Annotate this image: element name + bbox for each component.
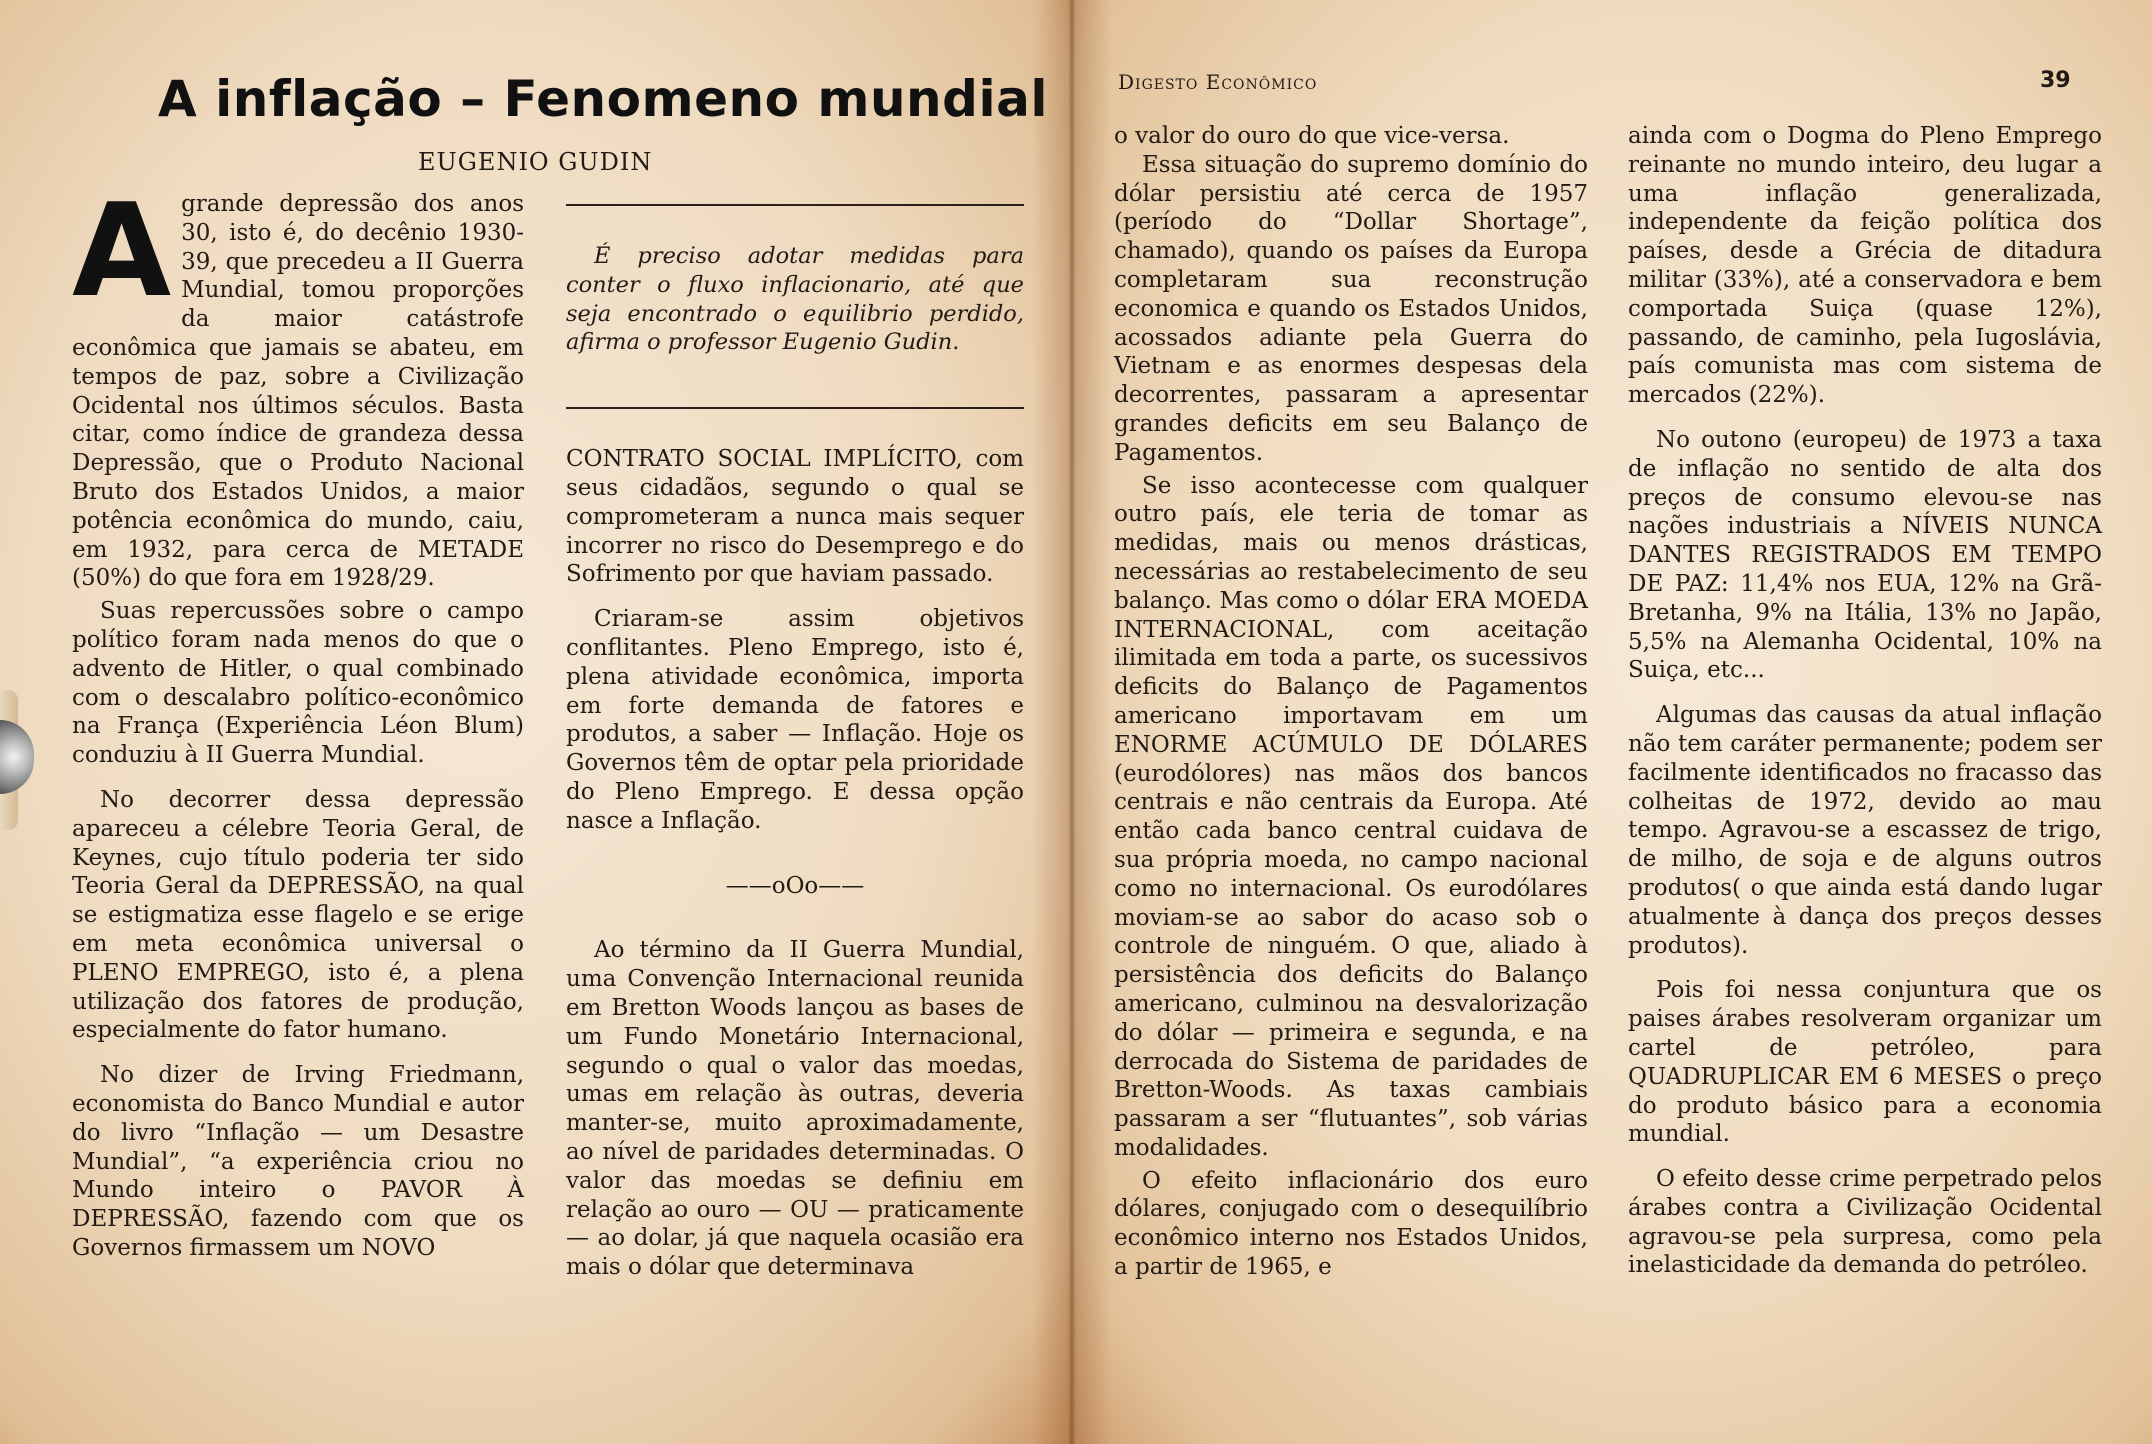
paragraph: Ao término da II Guerra Mundial, uma Convenção Internacional reunida em Bretton Woods lançou as bases de um Fundo Monetário Internacional, segundo o qual o valor das moedas, umas em relação às outras, deveria manter-se, muito aproximadamente, ao nível de paridades determinadas. O valor das moedas se definiu em relação ao ouro — OU — praticamente — ao dolar, já que naquela ocasião era mais o dólar que determinava [566,937,1024,1281]
pullquote-bottom-rule [566,407,1024,409]
left-page [0,0,1072,1444]
right-page [1072,0,2152,1444]
pullquote: É preciso adotar medidas para conter o fluxo inflacionario, até que seja encontrado o equilibrio perdido, afirma o professor Eugenio Gudin. [566,243,1024,356]
paragraph-text: grande depressão dos anos 30, isto é, do decênio 1930-39, que precedeu a II Guerra Mundial, tomou proporções da maior catástrofe econômica que jamais se abateu, em tempos de paz, sobre a Civilização Ocidental nos últimos séculos. Basta citar, como índice de grandeza dessa Depressão, que o Produto Nacional Bruto dos Estados Unidos, a maior potência econômica do mundo, caiu, em 1932, para cerca de METADE (50%) do que fora em 1928/29. [72,191,524,592]
drop-cap: A [72,177,172,326]
paragraph: Se isso acontecesse com qualquer outro país, ele teria de tomar as medidas, mais ou menos drásticas, necessárias ao restabelecimento de seu balanço. Mas como o dólar ERA MOEDA INTERNACIONAL, com aceitação ilimitada em toda a parte, os sucessivos deficits do Balanço de Pagamentos americano importavam em um ENORME ACÚMULO DE DÓLARES (eurodólores) nas mãos dos bancos centrais e não centrais da Europa. Até então cada banco central cuidava de sua própria moeda, no campo nacional como no internacional. Os eurodólares moviam-se ao sabor do acaso sob o controle de ninguém. O que, aliado à persistência dos deficits do Balanço americano, culminou na desvalorização do dólar — primeira e segunda, e na derrocada do Sistema de paridades de Bretton-Woods. As taxas cambiais passaram a ser “flutuantes”, sob várias modalidades. [1114,472,1588,1161]
right-column-1 [1114,122,1588,1282]
paragraph: No decorrer dessa depressão apareceu a célebre Teoria Geral, de Keynes, cujo título poderia ter sido Teoria Geral da DEPRESSÃO, na qual se estigmatiza esse flagelo e se erige em meta econômica universal o PLENO EMPREGO, isto é, a plena utilização dos fatores de produção, especialmente do fator humano. [72,786,524,1044]
paragraph [72,177,524,593]
running-head: Digesto Econômico [1118,70,1318,94]
paragraph: Algumas das causas da atual inflação não tem caráter permanente; podem ser facilmente identificados no fracasso das colheitas de 1972, devido ao mau tempo. Agravou-se a escassez de trigo, de milho, de soja e de alguns outros produtos( o que ainda está dando lugar atualmente à dança dos preços desses produtos). [1628,702,2102,959]
paragraph: No outono (europeu) de 1973 a taxa de inflação no sentido de alta dos preços de consumo elevou-se nas nações industriais a NÍVEIS NUNCA DANTES REGISTRADOS EM TEMPO DE PAZ: 11,4% nos EUA, 12% na Grã-Bretanha, 9% na Itália, 13% no Japão, 5,5% na Alemanha Ocidental, 10% na Suiça, etc... [1628,426,2102,684]
paragraph: Criaram-se assim objetivos conflitantes. Pleno Emprego, isto é, plena atividade econômica, importa em forte demanda de fatores e produtos, a saber — Inflação. Hoje os Governos têm de optar pela prioridade do Pleno Emprego. E dessa opção nasce a Inflação. [566,606,1024,834]
left-column-1 [72,177,524,1263]
paragraph: Pois foi nessa conjuntura que os paises árabes resolveram organizar um cartel de petróleo, para QUADRUPLICAR EM 6 MESES o preço do produto básico para a economia mundial. [1628,977,2102,1148]
left-column-2 [566,204,1024,1282]
article-title: A inflação – Fenomeno mundial [158,70,1048,128]
paragraph: o valor do ouro do que vice-versa. [1114,123,1510,149]
paragraph: O efeito inflacionário dos euro dólares, conjugado com o desequilíbrio econômico interno nos Estados Unidos, a partir de 1965, e [1114,1167,1588,1281]
article-author: EUGENIO GUDIN [418,148,653,176]
paragraph: ainda com o Dogma do Pleno Emprego reinante no mundo inteiro, deu lugar a uma inflação generalizada, independente da feição política dos países, desde a Grécia de ditadura militar (33%), até a conservadora e bem comportada Suiça (quase 12%), passando, de caminho, pela Iugoslávia, país comunista mas com sistema de mercados (22%). [1628,123,2102,409]
paragraph: No dizer de Irving Friedmann, economista do Banco Mundial e autor do livro “Inflação — um Desastre Mundial”, “a experiência criou no Mundo inteiro o PAVOR À DEPRESSÃO, fazendo com que os Governos firmassem um NOVO [72,1062,524,1261]
paragraph: Suas repercussões sobre o campo político foram nada menos do que o advento de Hitler, o qual combinado com o descalabro político-econômico na França (Experiência Léon Blum) conduziu à II Guerra Mundial. [72,598,524,769]
section-separator: ——oOo—— [725,872,865,899]
page-number: 39 [2040,68,2071,93]
right-column-2 [1628,122,2102,1280]
paragraph: O efeito desse crime perpetrado pelos árabes contra a Civilização Ocidental agravou-se pela surpresa, como pela inelasticidade da demanda do petróleo. [1628,1166,2102,1279]
pullquote-top-rule [566,204,1024,206]
paragraph: CONTRATO SOCIAL IMPLÍCITO, com seus cidadãos, segundo o qual se comprometeram a nunca mais sequer incorrer no risco do Desemprego e do Sofrimento por que haviam passado. [566,446,1024,588]
binding-clip [0,720,34,794]
paragraph: Essa situação do supremo domínio do dólar persistiu até cerca de 1957 (período do “Dollar Shortage”, chamado), quando os países da Europa completaram sua reconstrução economica e quando os Estados Unidos, acossados adiante pela Guerra do Vietnam e as enormes despesas dela decorrentes, passaram a apresentar grandes deficits em seu Balanço de Pagamentos. [1114,151,1588,466]
